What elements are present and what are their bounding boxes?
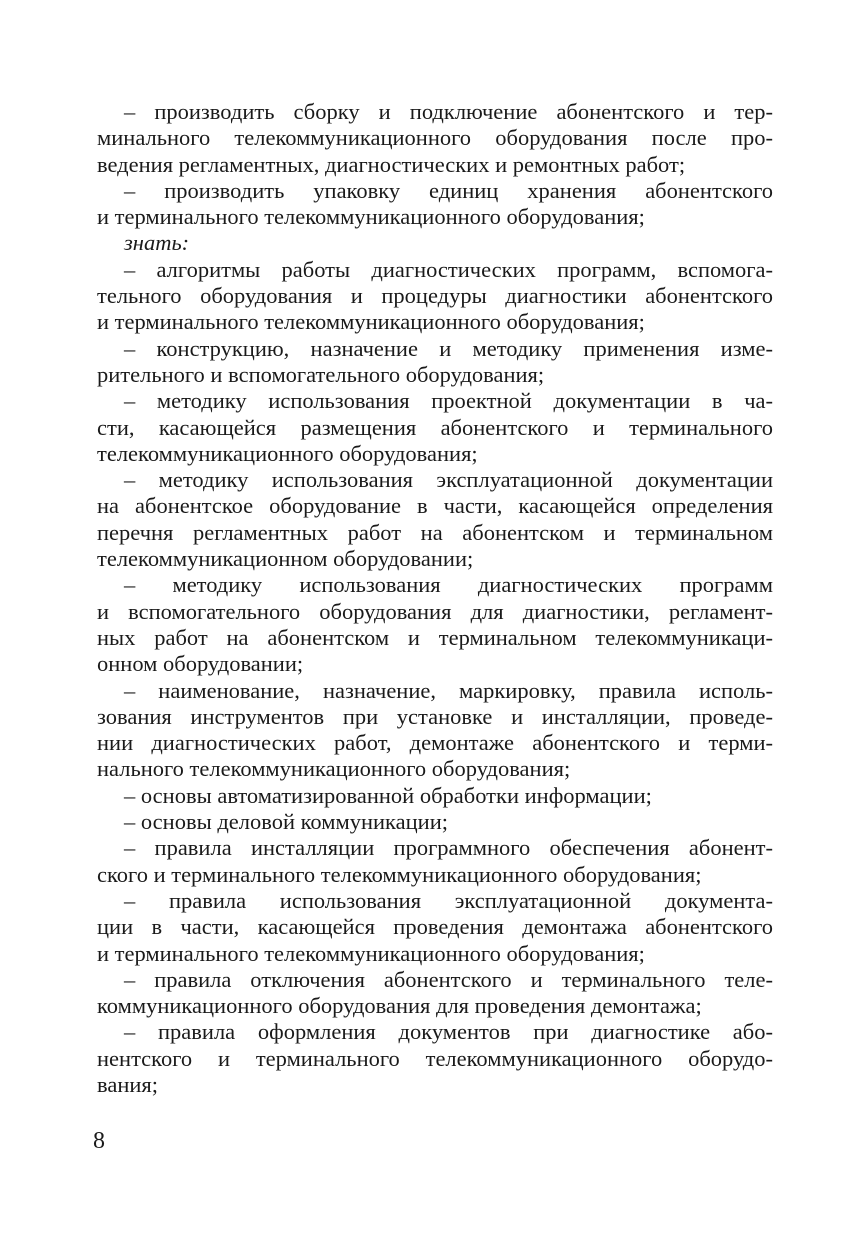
text-line: знать: — [124, 230, 190, 256]
text-line: – методику использования проектной документации в ча- — [124, 388, 773, 414]
text-line: телекоммуникационном оборудовании; — [97, 546, 474, 572]
text-line: нии диагностических работ, демонтаже абонентского и терми- — [97, 730, 773, 756]
list-item — [97, 572, 773, 677]
list-item — [97, 809, 773, 835]
list-item — [97, 257, 773, 336]
text-line: – основы автоматизированной обработки информации; — [124, 782, 652, 808]
text-line: – правила использования эксплуатационной документа- — [124, 887, 773, 913]
text-line: онном оборудовании; — [97, 651, 304, 677]
list-item — [97, 835, 773, 888]
text-line: ных работ на абонентском и терминальном телекоммуникаци- — [97, 624, 773, 650]
text-line: – правила отключения абонентского и терминального теле- — [124, 966, 773, 992]
text-line: нентского и терминального телекоммуникационного оборудо- — [97, 1045, 773, 1071]
text-line: телекоммуникационного оборудования; — [97, 440, 478, 466]
list-item — [97, 99, 773, 178]
text-line: вания; — [97, 1071, 158, 1097]
section-heading — [97, 230, 773, 256]
text-line: и вспомогательного оборудования для диагностики, регламент- — [97, 598, 773, 624]
text-line: перечня регламентных работ на абонентском и терминальном — [97, 519, 773, 545]
text-line: минального телекоммуникационного оборудования после про- — [97, 125, 773, 151]
text-line: – наименование, назначение, маркировку, правила исполь- — [124, 677, 773, 703]
text-line: – правила оформления документов при диагностике або- — [124, 1019, 773, 1045]
page-number: 8 — [93, 1128, 105, 1154]
text-line: на абонентское оборудование в части, касающейся определения — [97, 493, 773, 519]
list-item — [97, 888, 773, 967]
list-item — [97, 783, 773, 809]
list-item — [97, 1019, 773, 1098]
text-line: тельного оборудования и процедуры диагностики абонентского — [97, 283, 773, 309]
list-item — [97, 967, 773, 1020]
text-line: – основы деловой коммуникации; — [124, 809, 448, 835]
text-line: – методику использования диагностических программ — [124, 572, 773, 598]
text-line: сти, касающейся размещения абонентского и терминального — [97, 414, 773, 440]
text-line: – правила инсталляции программного обеспечения абонент- — [124, 835, 773, 861]
text-line: – производить упаковку единиц хранения абонентского — [124, 177, 773, 203]
text-line: и терминального телекоммуникационного оборудования; — [97, 204, 645, 230]
list-item — [97, 678, 773, 783]
list-item — [97, 388, 773, 467]
text-line: – методику использования эксплуатационной документации — [124, 467, 773, 493]
text-line: и терминального телекоммуникационного оборудования; — [97, 940, 645, 966]
list-item — [97, 178, 773, 231]
list-item — [97, 467, 773, 572]
text-line: ции в части, касающейся проведения демонтажа абонентского — [97, 914, 773, 940]
text-line: – конструкцию, назначение и методику применения изме- — [124, 335, 773, 361]
text-line: зования инструментов при установке и инсталляции, проведе- — [97, 703, 773, 729]
text-line: – алгоритмы работы диагностических программ, вспомога- — [124, 256, 773, 282]
text-line: рительного и вспомогательного оборудования; — [97, 361, 545, 387]
list-item — [97, 336, 773, 389]
text-line: – производить сборку и подключение абонентского и тер- — [124, 99, 773, 124]
text-line: коммуникационного оборудования для проведения демонтажа; — [97, 993, 702, 1019]
text-line: и терминального телекоммуникационного оборудования; — [97, 309, 645, 335]
text-line: ского и терминального телекоммуникационного оборудования; — [97, 861, 702, 887]
page-body-text — [97, 99, 773, 1098]
text-line: ведения регламентных, диагностических и ремонтных работ; — [97, 151, 686, 177]
text-line: нального телекоммуникационного оборудования; — [97, 756, 571, 782]
